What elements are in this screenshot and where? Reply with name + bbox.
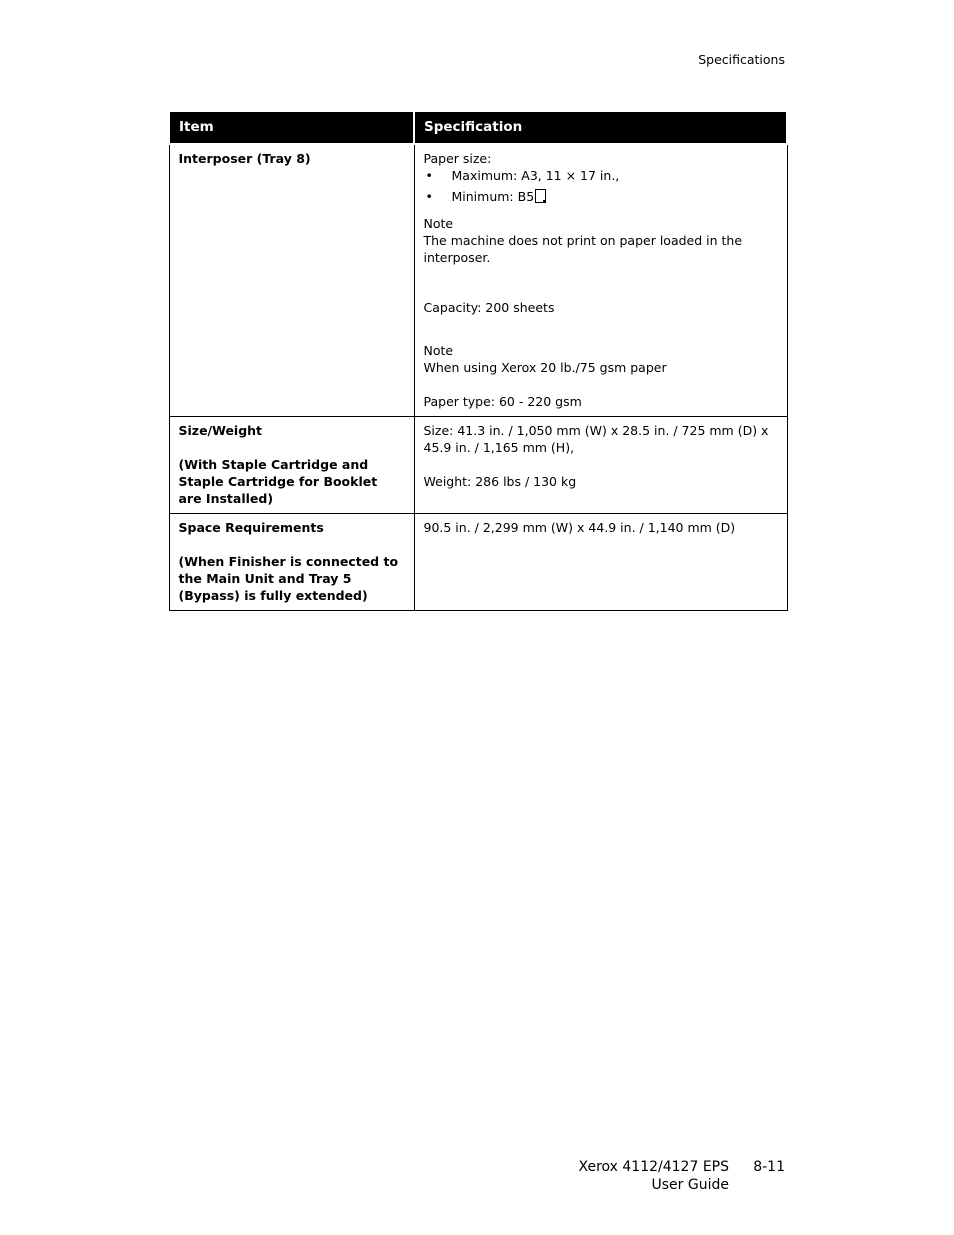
space-text: 90.5 in. / 2,299 mm (W) x 44.9 in. / 1,140 mm (D): [423, 520, 736, 535]
specification-cell: [414, 417, 787, 514]
capacity-text: Capacity: 200 sheets: [423, 300, 555, 315]
note-label: Note: [423, 216, 454, 231]
item-condition: (With Staple Cartridge and Staple Cartridge for Booklet are Installed): [178, 457, 378, 506]
item-title: Space Requirements: [178, 520, 324, 535]
footer-title: [579, 1158, 730, 1194]
header-row: [169, 111, 787, 144]
weight-text: Weight: 286 lbs / 130 kg: [423, 474, 577, 489]
item-title: Interposer (Tray 8): [178, 151, 311, 166]
item-title: Size/Weight: [178, 423, 263, 438]
item-condition: (When Finisher is connected to the Main Unit and Tray 5 (Bypass) is fully extended): [178, 554, 399, 603]
page-number: 8-11: [753, 1159, 785, 1175]
specification-cell: [414, 514, 787, 611]
paper-type-text: Paper type: 60 - 220 gsm: [423, 394, 582, 409]
bullet-icon: •: [425, 168, 433, 183]
paper-size-list: [424, 167, 778, 205]
item-cell: [169, 144, 414, 417]
running-header: Specifications: [698, 52, 785, 67]
list-item-text: Minimum: B5: [451, 189, 535, 204]
column-header-specification: Specification: [414, 111, 787, 144]
table-row: [169, 514, 787, 611]
footer-product: Xerox 4112/4127 EPS: [578, 1159, 729, 1175]
column-header-item: Item: [169, 111, 414, 144]
item-cell: [169, 514, 414, 611]
list-item-text: Maximum: A3, 11 × 17 in.,: [451, 168, 620, 183]
size-text: Size: 41.3 in. / 1,050 mm (W) x 28.5 in. / 725 mm (D) x 45.9 in. / 1,165 mm (H),: [423, 423, 769, 455]
specification-cell: [414, 144, 787, 417]
list-item: [424, 188, 778, 205]
footer-guide: User Guide: [651, 1177, 729, 1193]
paper-orientation-icon: [535, 189, 546, 203]
table-row: [169, 417, 787, 514]
table-header: [169, 111, 787, 144]
bullet-icon: •: [425, 189, 433, 204]
table-row: [169, 144, 787, 417]
paper-size-label: Paper size:: [423, 151, 492, 166]
note-label: Note: [423, 343, 454, 358]
note-text: When using Xerox 20 lb./75 gsm paper: [423, 360, 667, 375]
note-text: The machine does not print on paper loaded in the interposer.: [423, 233, 743, 265]
item-cell: [169, 417, 414, 514]
specifications-table: [168, 110, 788, 611]
list-item: [424, 167, 778, 184]
